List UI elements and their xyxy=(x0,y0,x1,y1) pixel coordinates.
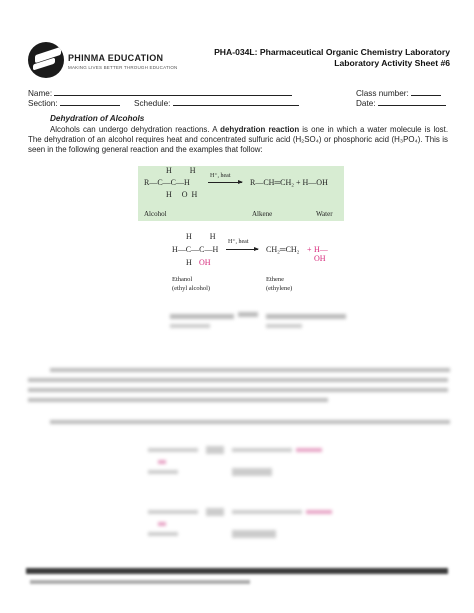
arrow-head-icon xyxy=(254,247,259,251)
reactant-bottom-atoms: H OH xyxy=(166,190,202,199)
class-number-line[interactable] xyxy=(411,87,441,96)
general-reaction-box xyxy=(138,166,344,221)
ethene-name: Ethene xyxy=(266,276,285,283)
label-alkene: Alkene xyxy=(252,210,273,218)
section-title: Dehydration of Alcohols xyxy=(50,114,145,123)
ethene-common-name: (ethylene) xyxy=(266,285,293,292)
reaction-condition: H⁺, heat xyxy=(210,173,231,179)
name-line[interactable] xyxy=(54,87,292,96)
plus-sign: + xyxy=(307,245,312,254)
schedule-field[interactable] xyxy=(134,97,299,108)
ethanol-backbone: H—C—C—H xyxy=(172,245,219,254)
brand-name: PHINMA EDUCATION xyxy=(68,53,164,63)
ethanol-name: Ethanol xyxy=(172,276,193,283)
reaction-arrow xyxy=(208,182,242,183)
ethene-formula: CH₂═CH₂ xyxy=(266,245,300,254)
activity-sheet-title: Laboratory Activity Sheet #6 xyxy=(334,58,450,68)
date-field[interactable] xyxy=(356,97,446,108)
date-label: Date: xyxy=(356,99,376,108)
ethanol-condition: H⁺, heat xyxy=(228,239,249,245)
course-title: PHA-034L: Pharmaceutical Organic Chemistry Laboratory xyxy=(214,47,450,57)
phinma-logo-icon xyxy=(28,42,64,78)
reactant-top-atoms: H H xyxy=(166,166,204,175)
ethanol-reaction xyxy=(168,232,338,302)
schedule-line[interactable] xyxy=(173,97,299,106)
date-line[interactable] xyxy=(378,97,446,106)
label-water: Water xyxy=(316,210,333,218)
footer-bar xyxy=(26,568,448,574)
obscured-content xyxy=(0,310,474,560)
water-formula: H—OH xyxy=(314,245,328,263)
intro-paragraph: Alcohols can undergo dehydration reactions. A dehydration reaction is one in which a water molecule is lost. The dehydration of an alcohol requires heat and concentrated sulfuric acid (H₂SO₄) or phosphoric acid (H₃PO₄). This is seen in the following general reaction and the examples that follow: xyxy=(28,125,449,155)
ethanol-bottom-h: H xyxy=(186,258,192,267)
brand-tagline: MAKING LIVES BETTER THROUGH EDUCATION xyxy=(68,65,178,70)
general-products: R—CH═CH₂ + H—OH xyxy=(250,178,328,187)
ethanol-top-atoms: H H xyxy=(186,232,224,241)
reactant-backbone: R—C—C—H xyxy=(144,178,190,187)
ethanol-hydroxyl: OH xyxy=(199,258,211,267)
name-label: Name: xyxy=(28,89,53,98)
schedule-label: Schedule: xyxy=(134,99,171,108)
arrow-head-icon xyxy=(238,180,243,184)
section-label: Section: xyxy=(28,99,58,108)
label-alcohol: Alcohol xyxy=(144,210,167,218)
section-field[interactable] xyxy=(28,97,120,108)
footer-text-obscured xyxy=(30,580,250,584)
ethanol-common-name: (ethyl alcohol) xyxy=(172,285,211,292)
dehydration-term: dehydration reaction xyxy=(220,125,300,134)
class-number-label: Class number: xyxy=(356,89,409,98)
section-line[interactable] xyxy=(60,97,120,106)
